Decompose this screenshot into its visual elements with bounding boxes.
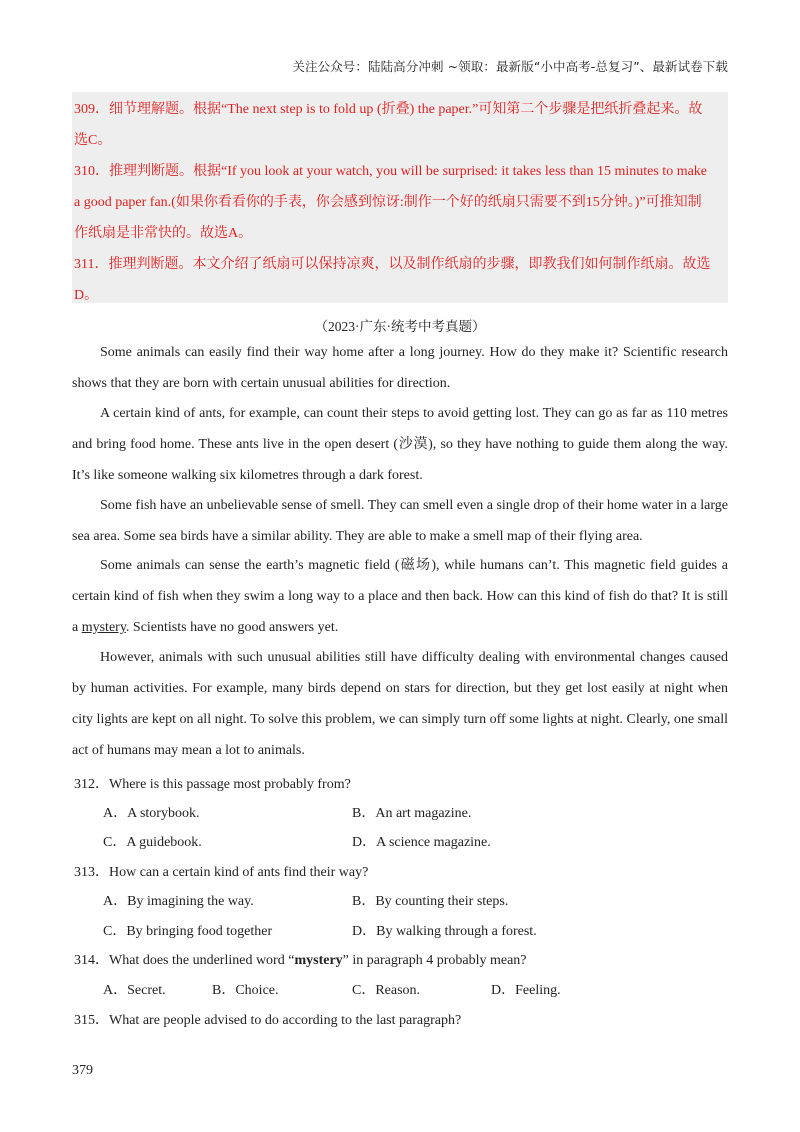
- paragraph-text: . Scientists have no good answers yet.: [125, 620, 339, 635]
- passage-paragraph-1: Some animals can easily find their way home after a long journey. How do they make it? Scientific research shows that they are born with certain unusual abilities for direction.: [72, 345, 728, 391]
- answer-line: D。: [74, 288, 99, 303]
- passage-paragraph-5: However, animals with such unusual abilities still have difficulty dealing with environmental changes caused by human activities. For example, many birds depend on stars for direction, but they get lost easily at night when city lights are kept on all night. To solve this problem, we can simply turn off some lights at night. Clearly, one small act of humans may mean a lot to animals.: [72, 650, 728, 758]
- answer-line: a good paper fan.(如果你看看你的手表，你会感到惊讶:制作一个好的纸扇只需要不到15分钟。)”可推知制: [74, 195, 702, 210]
- question-315: 315．What are people advised to do according to the last paragraph?: [74, 1013, 462, 1028]
- question-text: ” in paragraph 4 probably mean?: [342, 953, 527, 968]
- passage-paragraph-2: A certain kind of ants, for example, can count their steps to avoid getting lost. They can go as far as 110 metres and bring food home. These ants live in the open desert (沙漠), so they have nothing to guide them along the way. It’s like someone walking six kilometres through a dark forest.: [72, 406, 728, 483]
- passage-paragraph-3: Some fish have an unbelievable sense of smell. They can smell even a single drop of their home water in a large sea area. Some sea birds have a similar ability. They are able to make a smell map of their flying area.: [72, 498, 728, 544]
- option-312-a: A．A storybook.: [103, 806, 200, 821]
- option-314-b: B．Choice.: [212, 983, 279, 998]
- option-314-c: C．Reason.: [352, 983, 421, 998]
- question-313: 313．How can a certain kind of ants find their way?: [74, 865, 369, 880]
- option-313-b: B．By counting their steps.: [352, 894, 509, 909]
- option-312-d: D．A science magazine.: [352, 835, 491, 850]
- page-number: 379: [72, 1063, 93, 1078]
- option-314-d: D．Feeling.: [491, 983, 561, 998]
- bold-word-mystery: mystery: [294, 953, 343, 968]
- option-312-c: C．A guidebook.: [103, 835, 202, 850]
- passage-paragraph-4: [72, 550, 728, 643]
- answer-line: 311．推理判断题。本文介绍了纸扇可以保持凉爽，以及制作纸扇的步骤，即教我们如何制作纸扇。故选: [74, 257, 711, 272]
- option-312-b: B．An art magazine.: [352, 806, 472, 821]
- paragraph-text: Some animals can sense the earth’s magnetic field (磁场), while humans can’t. This magnetic field guides a certain kind of fish when they swim a long way to a place and then back. How can this kind of fish do that? It is still a: [72, 558, 728, 635]
- answer-line: 309．细节理解题。根据“The next step is to fold up (折叠) the paper.”可知第二个步骤是把纸折叠起来。故: [74, 102, 703, 117]
- option-314-a: A．Secret.: [103, 983, 166, 998]
- question-312: 312．Where is this passage most probably from?: [74, 777, 351, 792]
- option-313-c: C．By bringing food together: [103, 924, 273, 939]
- page-header: 关注公众号：陆陆高分冲刺 ~领取：最新版“小中高考-总复习”、最新试卷下载: [292, 59, 728, 74]
- option-313-a: A．By imagining the way.: [103, 894, 254, 909]
- underlined-word-mystery: mystery: [81, 620, 126, 635]
- option-313-d: D．By walking through a forest.: [352, 924, 537, 939]
- answer-line: 选C。: [74, 133, 112, 148]
- question-text: 314．What does the underlined word “: [74, 953, 295, 968]
- question-314: [74, 949, 527, 969]
- answer-line: 310．推理判断题。根据“If you look at your watch, you will be surprised: it takes less than 15 minutes to make: [74, 164, 708, 179]
- passage-source: （2023·广东·统考中考真题）: [314, 319, 486, 334]
- answer-line: 作纸扇是非常快的。故选A。: [74, 226, 253, 241]
